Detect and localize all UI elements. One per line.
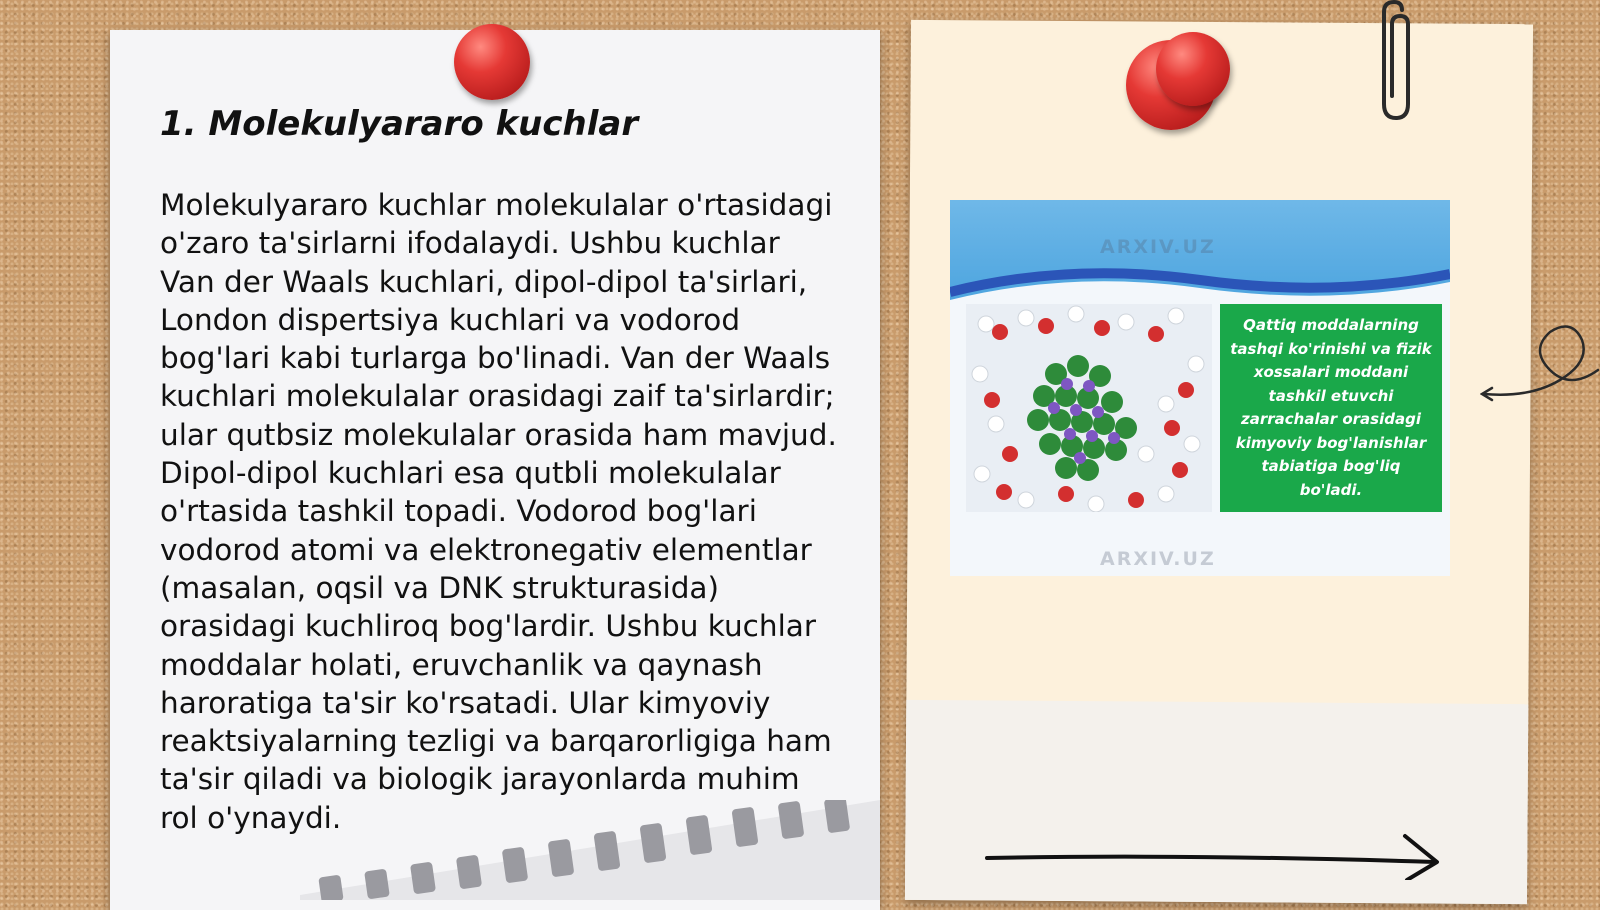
- spiral-binding: [300, 800, 880, 900]
- push-pin-icon: [1156, 32, 1230, 106]
- caption-box: [1220, 304, 1442, 512]
- caption-text: Qattiq moddalarning tashqi ko'rinishi va fizik xossalari moddani tashkil etuvchi zarrachalar orasidagi kimyoviy bog'lanishlar tabiatiga bog'liq bo'ladi.: [1230, 316, 1432, 499]
- curl-arrow-icon: [1480, 310, 1600, 410]
- watermark-top: ARXIV.UZ: [1100, 236, 1216, 258]
- push-pin-icon: [454, 24, 530, 100]
- card-body-text: Molekulyararo kuchlar molekulalar o'rtasidagi o'zaro ta'sirlarni ifodalaydi. Ushbu kuchlar Van der Waals kuchlari, dipol-dipol ta'sirlari, London dispertsiya kuchlari va vodorod bog'lari kabi turlarga bo'linadi. Van der Waals kuchlari molekulalar orasidagi zaif ta'sirlardir; ular qutbsiz molekulalar orasida ham mavjud. Dipol-dipol kuchlari esa qutbli molekulalar o'rtasida tashkil topadi. Vodorod bog'lari vodorod atomi va elektronegativ elementlar (masalan, oqsil va DNK strukturasida) orasidagi kuchliroq bog'lardir. Ushbu kuchlar moddalar holati, eruvchanlik va qaynash haroratiga ta'sir ko'rsatadi. Ular kimyoviy reaktsiyalarning tezligi va barqarorligiga ham ta'sir qiladi va biologik jarayonlarda muhim rol o'ynaydi.: [160, 188, 837, 835]
- paperclip-icon: [1372, 0, 1416, 124]
- molecule-illustration: [950, 200, 1450, 576]
- watermark-bottom: ARXIV.UZ: [1100, 548, 1216, 570]
- molecule-lattice-image: [966, 304, 1212, 512]
- card-title: 1. Molekulyararo kuchlar: [160, 104, 639, 144]
- arrow-right-icon: [985, 830, 1445, 880]
